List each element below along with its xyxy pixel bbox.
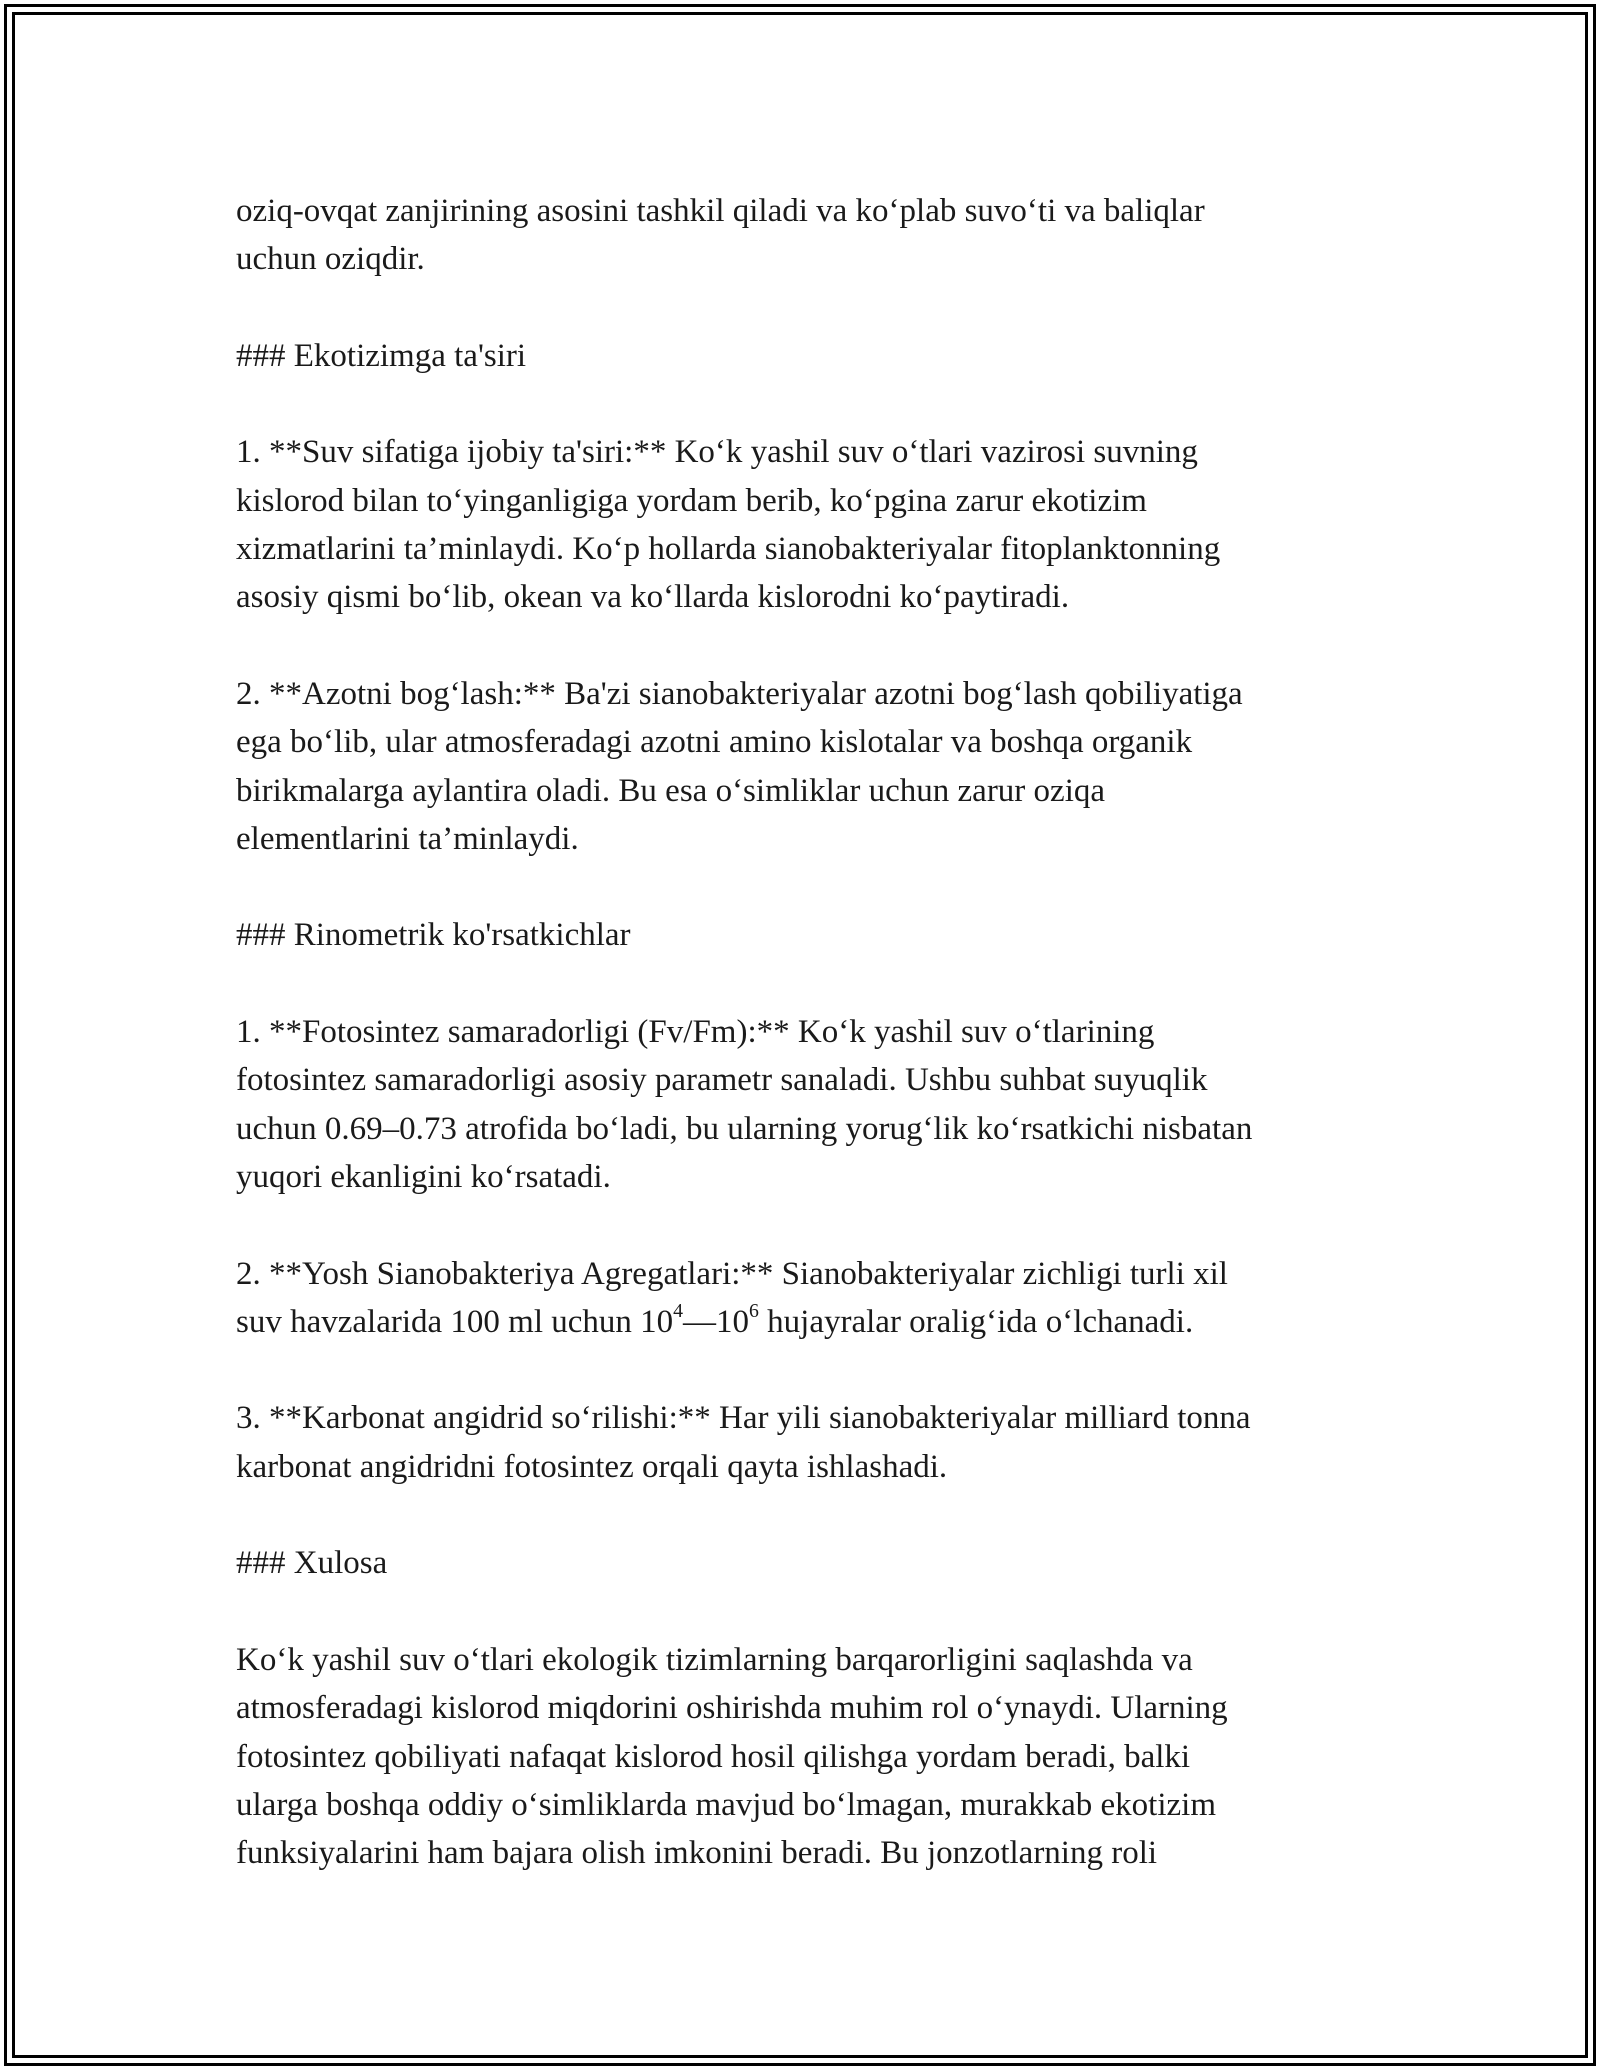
metrics-item-2 bbox=[236, 1250, 1386, 1347]
exponent: 4 bbox=[673, 1299, 684, 1322]
text-line: uchun oziqdir. bbox=[236, 241, 425, 278]
text-line: birikmalarga aylantira oladi. Bu esa o‘simliklar uchun zarur oziqa bbox=[236, 772, 1106, 809]
exponent: 6 bbox=[749, 1299, 759, 1322]
text-line: 3. **Karbonat angidrid so‘rilishi:** Har yili sianobakteriyalar milliard tonna bbox=[236, 1400, 1251, 1437]
heading-text: ### Xulosa bbox=[236, 1545, 388, 1582]
metrics-item-3 bbox=[236, 1394, 1386, 1491]
text-line: uchun 0.69–0.73 atrofida bo‘ladi, bu ularning yorug‘lik ko‘rsatkichi nisbatan bbox=[236, 1110, 1253, 1147]
text-line: Ko‘k yashil suv o‘tlari ekologik tizimlarning barqarorligini saqlashda va bbox=[236, 1641, 1193, 1678]
text-line: 1. **Suv sifatiga ijobiy ta'siri:** Ko‘k yashil suv o‘tlari vazirosi suvning bbox=[236, 434, 1198, 471]
text-line: 2. **Yosh Sianobakteriya Agregatlari:** Sianobakteriyalar zichligi turli xil bbox=[236, 1255, 1228, 1292]
text-line: fotosintez qobiliyati nafaqat kislorod hosil qilishga yordam beradi, balki bbox=[236, 1738, 1191, 1775]
text-segment: suv havzalarida 100 ml uchun 10 bbox=[236, 1303, 674, 1340]
text-line: atmosferadagi kislorod miqdorini oshirishda muhim rol o‘ynaydi. Ularning bbox=[236, 1690, 1228, 1727]
heading-text: ### Rinometrik ko'rsatkichlar bbox=[236, 917, 631, 954]
impact-item-1 bbox=[236, 428, 1386, 621]
text-line: karbonat angidridni fotosintez orqali qayta ishlashadi. bbox=[236, 1448, 948, 1485]
text-line: fotosintez samaradorligi asosiy parametr sanaladi. Ushbu suhbat suyuqlik bbox=[236, 1062, 1208, 1099]
document-body bbox=[236, 187, 1386, 1877]
heading-text: ### Ekotizimga ta'siri bbox=[236, 337, 527, 374]
section-heading-conclusion bbox=[236, 1539, 1386, 1587]
text-line: funksiyalarini ham bajara olish imkonini beradi. Bu jonzotlarning roli bbox=[236, 1835, 1158, 1872]
text-line: oziq-ovqat zanjirining asosini tashkil qiladi va ko‘plab suvo‘ti va baliqlar bbox=[236, 193, 1205, 229]
text-segment: hujayralar oralig‘ida o‘lchanadi. bbox=[758, 1303, 1194, 1340]
text-line: kislorod bilan to‘yinganligiga yordam berib, ko‘pgina zarur ekotizim bbox=[236, 482, 1147, 519]
intro-paragraph bbox=[236, 187, 1386, 284]
text-line: elementlarini ta’minlaydi. bbox=[236, 820, 579, 857]
text-line: 1. **Fotosintez samaradorligi (Fv/Fm):** Ko‘k yashil suv o‘tlarining bbox=[236, 1014, 1155, 1051]
text-line: asosiy qismi bo‘lib, okean va ko‘llarda kislorodni ko‘paytiradi. bbox=[236, 579, 1070, 616]
text-segment: —10 bbox=[683, 1303, 750, 1340]
impact-item-2 bbox=[236, 670, 1386, 863]
text-line: ega bo‘lib, ular atmosferadagi azotni amino kislotalar va boshqa organik bbox=[236, 724, 1193, 761]
text-line: xizmatlarini ta’minlaydi. Ko‘p hollarda sianobakteriyalar fitoplanktonning bbox=[236, 531, 1221, 568]
section-heading-impact bbox=[236, 332, 1386, 380]
conclusion-paragraph bbox=[236, 1636, 1386, 1877]
text-line bbox=[236, 1298, 1386, 1346]
metrics-item-1 bbox=[236, 1008, 1386, 1201]
text-line: 2. **Azotni bog‘lash:** Ba'zi sianobakteriyalar azotni bog‘lash qobiliyatiga bbox=[236, 675, 1243, 712]
text-line: ularga boshqa oddiy o‘simliklarda mavjud bo‘lmagan, murakkab ekotizim bbox=[236, 1786, 1216, 1823]
section-heading-metrics bbox=[236, 911, 1386, 959]
text-line: yuqori ekanligini ko‘rsatadi. bbox=[236, 1158, 611, 1195]
